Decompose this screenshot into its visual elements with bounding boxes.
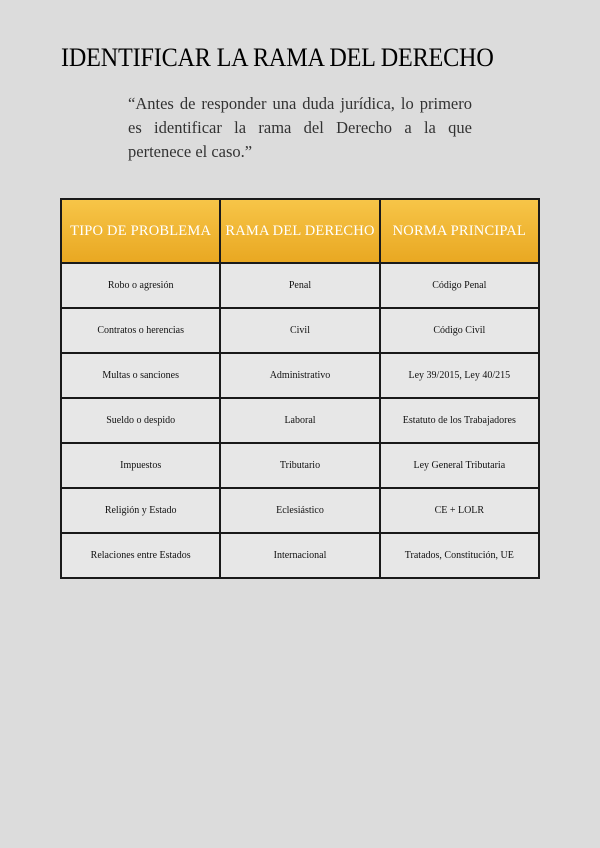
cell-tipo-problema: Religión y Estado [61,488,220,533]
law-branch-table [60,198,540,579]
table-row [61,443,539,488]
cell-norma-principal: Ley 39/2015, Ley 40/215 [380,353,539,398]
cell-norma-principal: CE + LOLR [380,488,539,533]
cell-tipo-problema: Impuestos [61,443,220,488]
cell-rama-derecho: Tributario [220,443,379,488]
cell-rama-derecho: Administrativo [220,353,379,398]
header-tipo-problema: TIPO DE PROBLEMA [61,199,220,263]
header-rama-derecho: RAMA DEL DERECHO [220,199,379,263]
table-row [61,398,539,443]
table-row [61,353,539,398]
cell-rama-derecho: Civil [220,308,379,353]
table-row [61,533,539,578]
page-title: IDENTIFICAR LA RAMA DEL DERECHO [61,43,494,73]
cell-norma-principal: Código Penal [380,263,539,308]
cell-norma-principal: Tratados, Constitución, UE [380,533,539,578]
cell-tipo-problema: Multas o sanciones [61,353,220,398]
table-row [61,308,539,353]
cell-rama-derecho: Eclesiástico [220,488,379,533]
intro-quote: “Antes de responder una duda jurídica, lo primero es identificar la rama del Derecho a la que pertenece el caso.” [128,93,472,161]
cell-rama-derecho: Laboral [220,398,379,443]
cell-rama-derecho: Internacional [220,533,379,578]
cell-tipo-problema: Robo o agresión [61,263,220,308]
cell-norma-principal: Ley General Tributaria [380,443,539,488]
cell-tipo-problema: Relaciones entre Estados [61,533,220,578]
cell-norma-principal: Código Civil [380,308,539,353]
header-norma-principal: NORMA PRINCIPAL [380,199,539,263]
cell-tipo-problema: Sueldo o despido [61,398,220,443]
cell-rama-derecho: Penal [220,263,379,308]
table-row [61,263,539,308]
cell-tipo-problema: Contratos o herencias [61,308,220,353]
cell-norma-principal: Estatuto de los Trabajadores [380,398,539,443]
table-row [61,488,539,533]
table-header-row [61,199,539,263]
